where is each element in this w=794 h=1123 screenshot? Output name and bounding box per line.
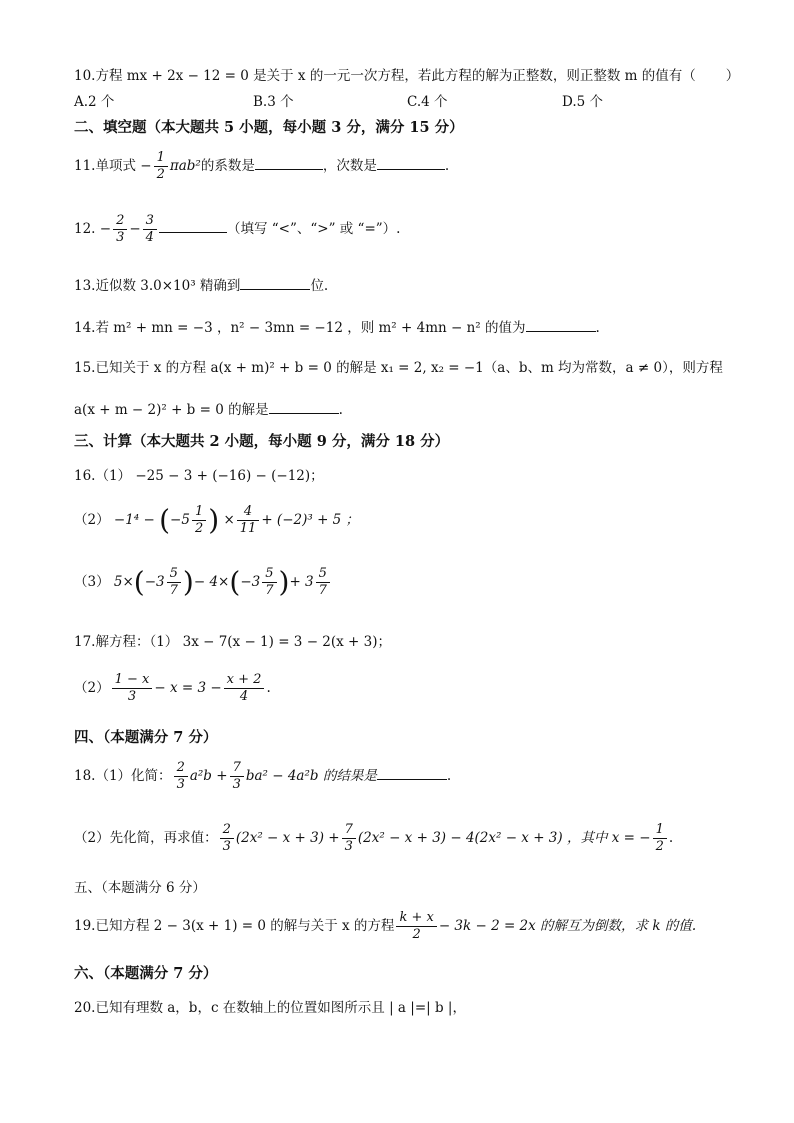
q16-part-3-fraction-2 [262,566,276,599]
q16-part-2-times: × [223,512,235,528]
q10-stem [74,64,739,84]
q17-numerator-2: x + 2 [224,672,265,689]
q18-term-2: ba² − 4a²b 的结果是 [245,768,377,784]
q16-part-3-num-2: 5 [262,566,276,583]
q18-part-2 [74,822,673,855]
q18-term-4: (2x² − x + 3) − 4(2x² − x + 3) ，其中 x = − [357,830,651,846]
q16-part-2 [74,504,359,537]
paren-close: ) [208,503,220,537]
q18-part-2-fraction-1 [220,822,234,855]
q11-blank-coefficient[interactable] [255,155,323,170]
q17-part-1: 17.解方程：（1） 3x − 7(x − 1) = 3 − 2(x + 3)； [74,634,392,650]
q16-part-3-den-2: 7 [265,583,274,598]
q17-denominator-2: 4 [239,689,249,704]
q18-term-1: a²b + [189,768,228,784]
q11-coef-label: 的系数是 [200,158,255,174]
q16-part-2-den: 11 [239,521,257,536]
q18-part-2-denominator-2: 3 [344,839,353,854]
q10-option-a: A.2 个 [74,94,115,110]
q12-numerator-2: 3 [143,213,157,230]
q11-denominator: 2 [156,167,165,182]
q17-end: . [266,680,271,696]
q11-expression: πab² [169,158,201,174]
q16-part-2-term-e: + (−2)³ + 5 ； [261,512,360,528]
q16-part-2-mixed-whole: −5 [170,512,190,528]
q12-operator: − [129,221,141,237]
q16-part-3-term-c: − 4× [193,574,230,590]
q11-blank-degree[interactable] [377,155,445,170]
q19-denominator: 2 [412,927,421,942]
q18-part-2-prefix: （2）先化简，再求值： [74,830,218,846]
paren-open: ( [133,565,145,599]
q19 [74,910,696,943]
q18-fraction-1 [174,760,188,793]
q16-part-3-den-1: 7 [169,583,178,598]
q17-part-2 [74,672,271,705]
q12-hint: （填写 “<”、“>” 或 “=”）. [226,221,401,237]
q12-denominator-2: 4 [145,230,154,245]
paren-close: ) [278,565,290,599]
q16-part-2-mixed-num: 1 [192,504,206,521]
q17-part-2-label: （2） [74,680,110,696]
q13-prefix: 13.近似数 3.0×10³ 精确到 [74,278,241,294]
q18-x-numerator: 1 [653,822,667,839]
q18-part-2-fraction-2 [342,822,356,855]
q16-part-3-fraction-3 [316,566,330,599]
q16-part-2-fraction [237,504,260,537]
q17-fraction-2 [224,672,265,705]
q18-x-fraction [653,822,667,855]
paren-open: ( [159,503,171,537]
paren-open: ( [229,565,241,599]
q16-part-3-whole-2: −3 [240,574,261,590]
q18-blank[interactable] [377,765,447,780]
q10-option-b: B.3 个 [253,94,294,110]
q18-numerator-1: 2 [174,760,188,777]
q15-line-2 [74,398,343,418]
q16-part-3 [74,566,332,599]
q13-blank[interactable] [240,275,310,290]
q16-part-3-den-3: 7 [318,583,327,598]
section-6-heading: 六、（本题满分 7 分） [74,965,218,982]
q16-part-3-num-1: 5 [167,566,181,583]
q19-suffix: − 3k − 2 = 2x 的解互为倒数，求 k 的值. [438,918,697,934]
q18-part-1 [74,760,451,793]
q19-fraction [396,910,436,943]
q16-part-3-label: （3） [74,574,110,590]
paren-close: ) [182,565,194,599]
q17-numerator-1: 1 − x [112,672,153,689]
q11-degree-label: ，次数是 [322,158,377,174]
q20: 20.已知有理数 a，b，c 在数轴上的位置如图所示且 | a |=| b |， [74,1000,466,1016]
q16-part-2-mixed-fraction [192,504,206,537]
q12-fraction-1 [113,213,127,246]
q12-numerator-1: 2 [113,213,127,230]
q18-part-2-numerator-1: 2 [220,822,234,839]
q10-stem-text: 10.方程 mx + 2x − 12 = 0 是关于 x 的一元一次方程，若此方程的解为正整数，则正整数 m 的值有（ [74,68,696,84]
q13 [74,274,328,294]
q16-part-3-fraction-1 [167,566,181,599]
q16-part-2-term-a: −1⁴ − [113,512,155,528]
q18-x-denominator: 2 [655,839,664,854]
q15-blank[interactable] [269,399,339,414]
q11-prefix: 11.单项式 − [74,158,152,174]
q12-prefix: 12. − [74,221,112,237]
section-5-heading: 五、（本题满分 6 分） [74,880,206,896]
q11-fraction [154,150,168,183]
q16-part-3-num-3: 5 [316,566,330,583]
section-3-heading: 三、计算（本大题共 2 小题，每小题 9 分，满分 18 分） [74,433,450,450]
q17-denominator-1: 3 [127,689,137,704]
q11 [74,150,449,183]
section-2-heading: 二、填空题（本大题共 5 小题，每小题 3 分，满分 15 分） [74,119,464,136]
q18-numerator-2: 7 [230,760,244,777]
q18-denominator-1: 3 [176,777,185,792]
q10-option-c: C.4 个 [407,94,448,110]
q12-blank[interactable] [159,218,227,233]
q15-line-1: 15.已知关于 x 的方程 a(x + m)² + b = 0 的解是 x₁ = 2, x₂ = −1（a、b、m 均为常数，a ≠ 0），则方程 [74,360,723,376]
q18-denominator-2: 3 [232,777,241,792]
q16-part-3-whole-1: −3 [144,574,165,590]
q14-prefix: 14.若 m² + mn = −3 ，n² − 3mn = −12 ，则 m² + 4mn − n² 的值为 [74,320,526,336]
q16-part-2-num: 4 [237,504,260,521]
q12-fraction-2 [143,213,157,246]
q12 [74,213,400,246]
q17-middle: − x = 3 − [154,680,222,696]
q10-close: ） [725,68,740,84]
q16-part-3-term-a: 5× [113,574,134,590]
q13-suffix: 位. [310,278,329,294]
q17-fraction-1 [112,672,153,705]
q16-part-3-term-e: + 3 [289,574,314,590]
q10-option-d: D.5 个 [562,94,604,110]
q18-part-1-end: . [446,768,452,784]
q18-part-2-numerator-2: 7 [342,822,356,839]
q18-part-2-denominator-1: 3 [222,839,231,854]
q12-denominator-1: 3 [116,230,125,245]
q16-part-1: 16.（1） −25 − 3 + (−16) − (−12)； [74,468,324,484]
q14-blank[interactable] [526,317,596,332]
q11-end: . [444,158,450,174]
q14-end: . [595,320,600,336]
q18-part-2-end: . [668,830,674,846]
q16-part-2-label: （2） [74,512,110,528]
q15-end: . [338,402,343,418]
q15-line-2-prefix: a(x + m − 2)² + b = 0 的解是 [74,402,269,418]
q19-numerator: k + x [396,910,436,927]
q19-prefix: 19.已知方程 2 − 3(x + 1) = 0 的解与关于 x 的方程 [74,918,395,934]
q18-fraction-2 [230,760,244,793]
q16-part-2-mixed-den: 2 [194,521,204,536]
q14 [74,316,600,336]
q18-term-3: (2x² − x + 3) + [235,830,340,846]
q11-numerator: 1 [154,150,168,167]
q18-part-1-prefix: 18.（1）化简： [74,768,172,784]
section-4-heading: 四、（本题满分 7 分） [74,729,218,746]
